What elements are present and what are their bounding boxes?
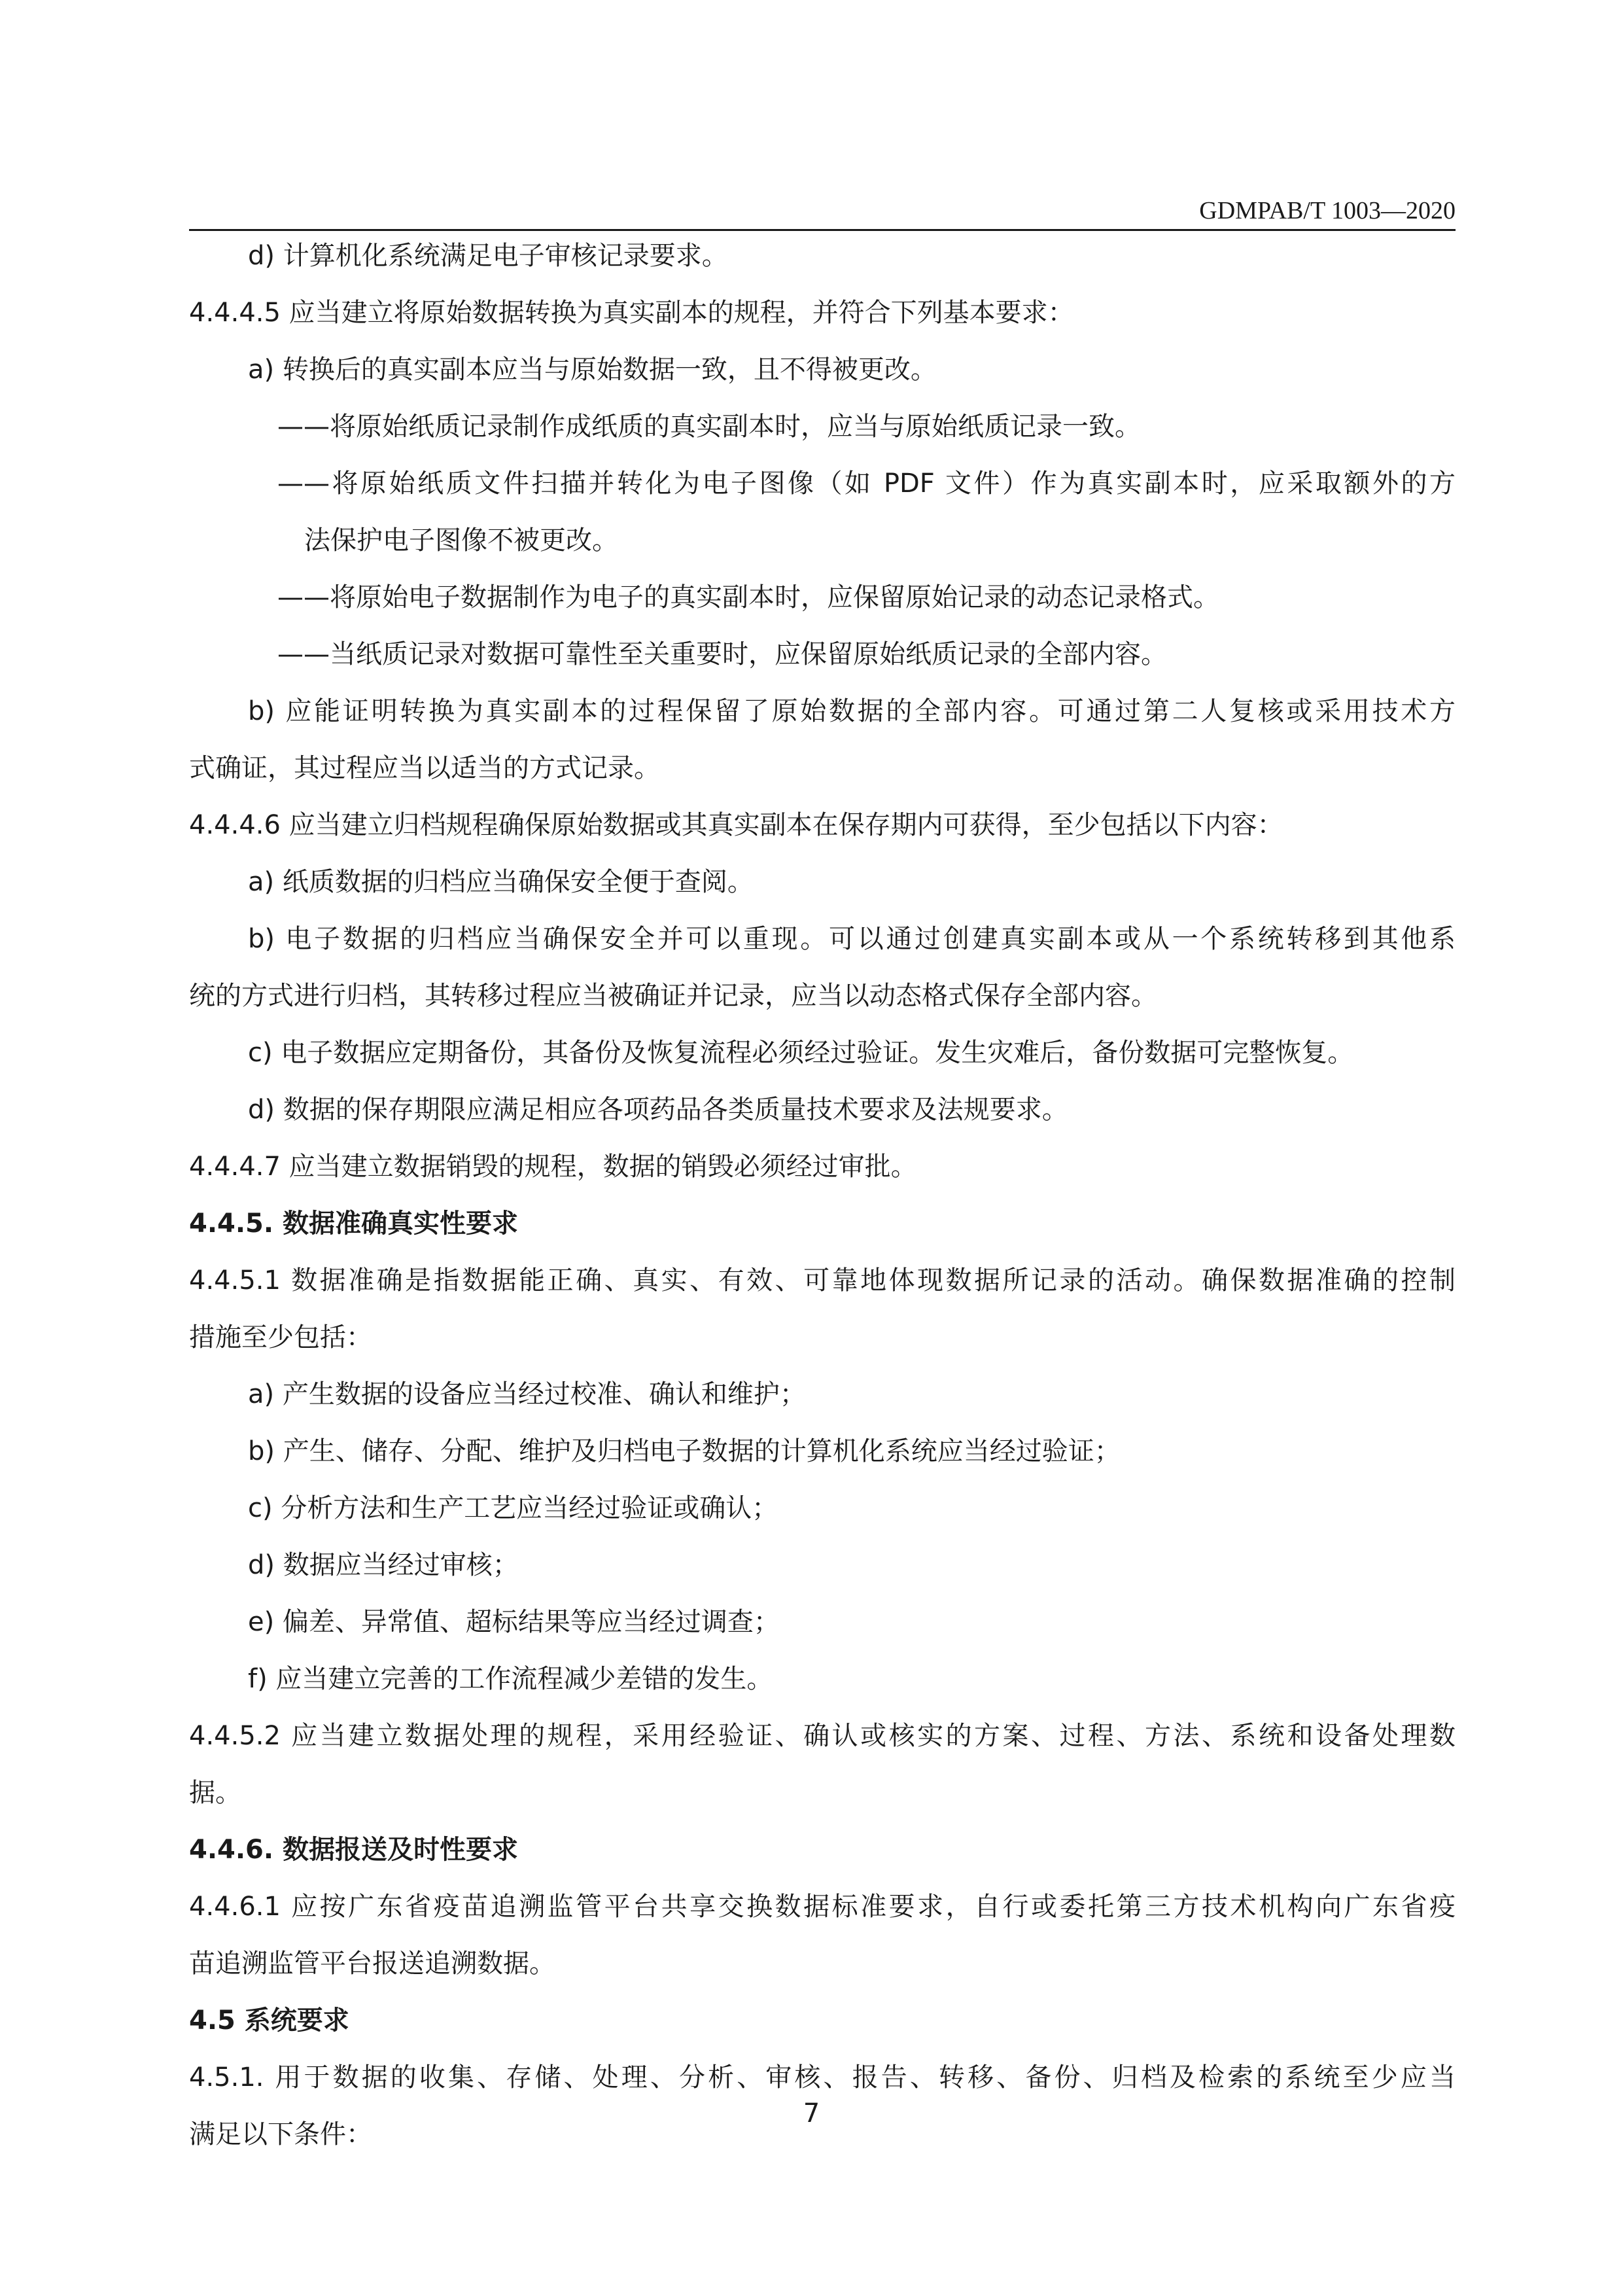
list-item-e: e) 偏差、异常值、超标结果等应当经过调查； (248, 1607, 780, 1637)
list-item-f: f) 应当建立完善的工作流程减少差错的发生。 (248, 1664, 773, 1694)
list-item-b: b) 电子数据的归档应当确保安全并可以重现。可以通过创建真实副本或从一个系统转移到其他系 (248, 924, 1456, 954)
list-item-c: c) 分析方法和生产工艺应当经过验证或确认； (248, 1493, 778, 1523)
dash-item-continuation: 法保护电子图像不被更改。 (304, 525, 618, 556)
page-number: 7 (803, 2098, 820, 2128)
list-item-a: a) 纸质数据的归档应当确保安全便于查阅。 (248, 867, 754, 897)
dash-item: ——将原始纸质记录制作成纸质的真实副本时，应当与原始纸质记录一致。 (277, 412, 1141, 442)
list-item-d: d) 数据的保存期限应满足相应各项药品各类质量技术要求及法规要求。 (248, 1095, 1068, 1125)
list-item-continuation: 式确证，其过程应当以适当的方式记录。 (189, 753, 660, 783)
list-item-d: d) 数据应当经过审核； (248, 1550, 519, 1580)
clause-4-4-5-2: 4.4.5.2 应当建立数据处理的规程，采用经验证、确认或核实的方案、过程、方法、系统和设备处理数 (189, 1721, 1456, 1751)
clause-continuation: 满足以下条件： (189, 2119, 372, 2149)
list-item-d: d) 计算机化系统满足电子审核记录要求。 (248, 241, 728, 271)
clause-4-4-5-1: 4.4.5.1 数据准确是指数据能正确、真实、有效、可靠地体现数据所记录的活动。确保数据准确的控制 (189, 1265, 1456, 1296)
list-item-a: a) 转换后的真实副本应当与原始数据一致，且不得被更改。 (248, 355, 937, 385)
dash-item: ——当纸质记录对数据可靠性至关重要时，应保留原始纸质记录的全部内容。 (277, 639, 1167, 669)
clause-continuation: 措施至少包括： (189, 1322, 372, 1352)
list-item-b: b) 应能证明转换为真实副本的过程保留了原始数据的全部内容。可通过第二人复核或采用技术方 (248, 696, 1456, 726)
page-body (189, 228, 1456, 2163)
clause-4-4-4-7: 4.4.4.7 应当建立数据销毁的规程，数据的销毁必须经过审批。 (189, 1152, 917, 1182)
section-heading-4-4-5: 4.4.5. 数据准确真实性要求 (189, 1209, 519, 1239)
document-code: GDMPAB/T 1003—2020 (1199, 197, 1456, 224)
clause-4-4-4-6: 4.4.4.6 应当建立归档规程确保原始数据或其真实副本在保存期内可获得，至少包括以下内容： (189, 810, 1283, 840)
clause-continuation: 苗追溯监管平台报送追溯数据。 (189, 1949, 555, 1979)
clause-4-5-1: 4.5.1. 用于数据的收集、存储、处理、分析、审核、报告、转移、备份、归档及检索的系统至少应当 (189, 2062, 1456, 2093)
dash-item: ——将原始纸质文件扫描并转化为电子图像（如 PDF 文件）作为真实副本时，应采取额外的方 (277, 468, 1456, 499)
dash-item: ——将原始电子数据制作为电子的真实副本时，应保留原始记录的动态记录格式。 (277, 582, 1219, 612)
list-item-c: c) 电子数据应定期备份，其备份及恢复流程必须经过验证。发生灾难后，备份数据可完整恢复。 (248, 1038, 1354, 1068)
section-heading-4-5: 4.5 系统要求 (189, 2005, 349, 2036)
list-item-a: a) 产生数据的设备应当经过校准、确认和维护； (248, 1379, 806, 1409)
clause-continuation: 据。 (189, 1778, 241, 1808)
section-heading-4-4-6: 4.4.6. 数据报送及时性要求 (189, 1835, 519, 1865)
clause-4-4-4-5: 4.4.4.5 应当建立将原始数据转换为真实副本的规程，并符合下列基本要求： (189, 298, 1074, 328)
list-item-continuation: 统的方式进行归档，其转移过程应当被确证并记录，应当以动态格式保存全部内容。 (189, 981, 1157, 1011)
clause-4-4-6-1: 4.4.6.1 应按广东省疫苗追溯监管平台共享交换数据标准要求，自行或委托第三方技术机构向广东省疫 (189, 1892, 1456, 1922)
list-item-b: b) 产生、储存、分配、维护及归档电子数据的计算机化系统应当经过验证； (248, 1436, 1121, 1466)
